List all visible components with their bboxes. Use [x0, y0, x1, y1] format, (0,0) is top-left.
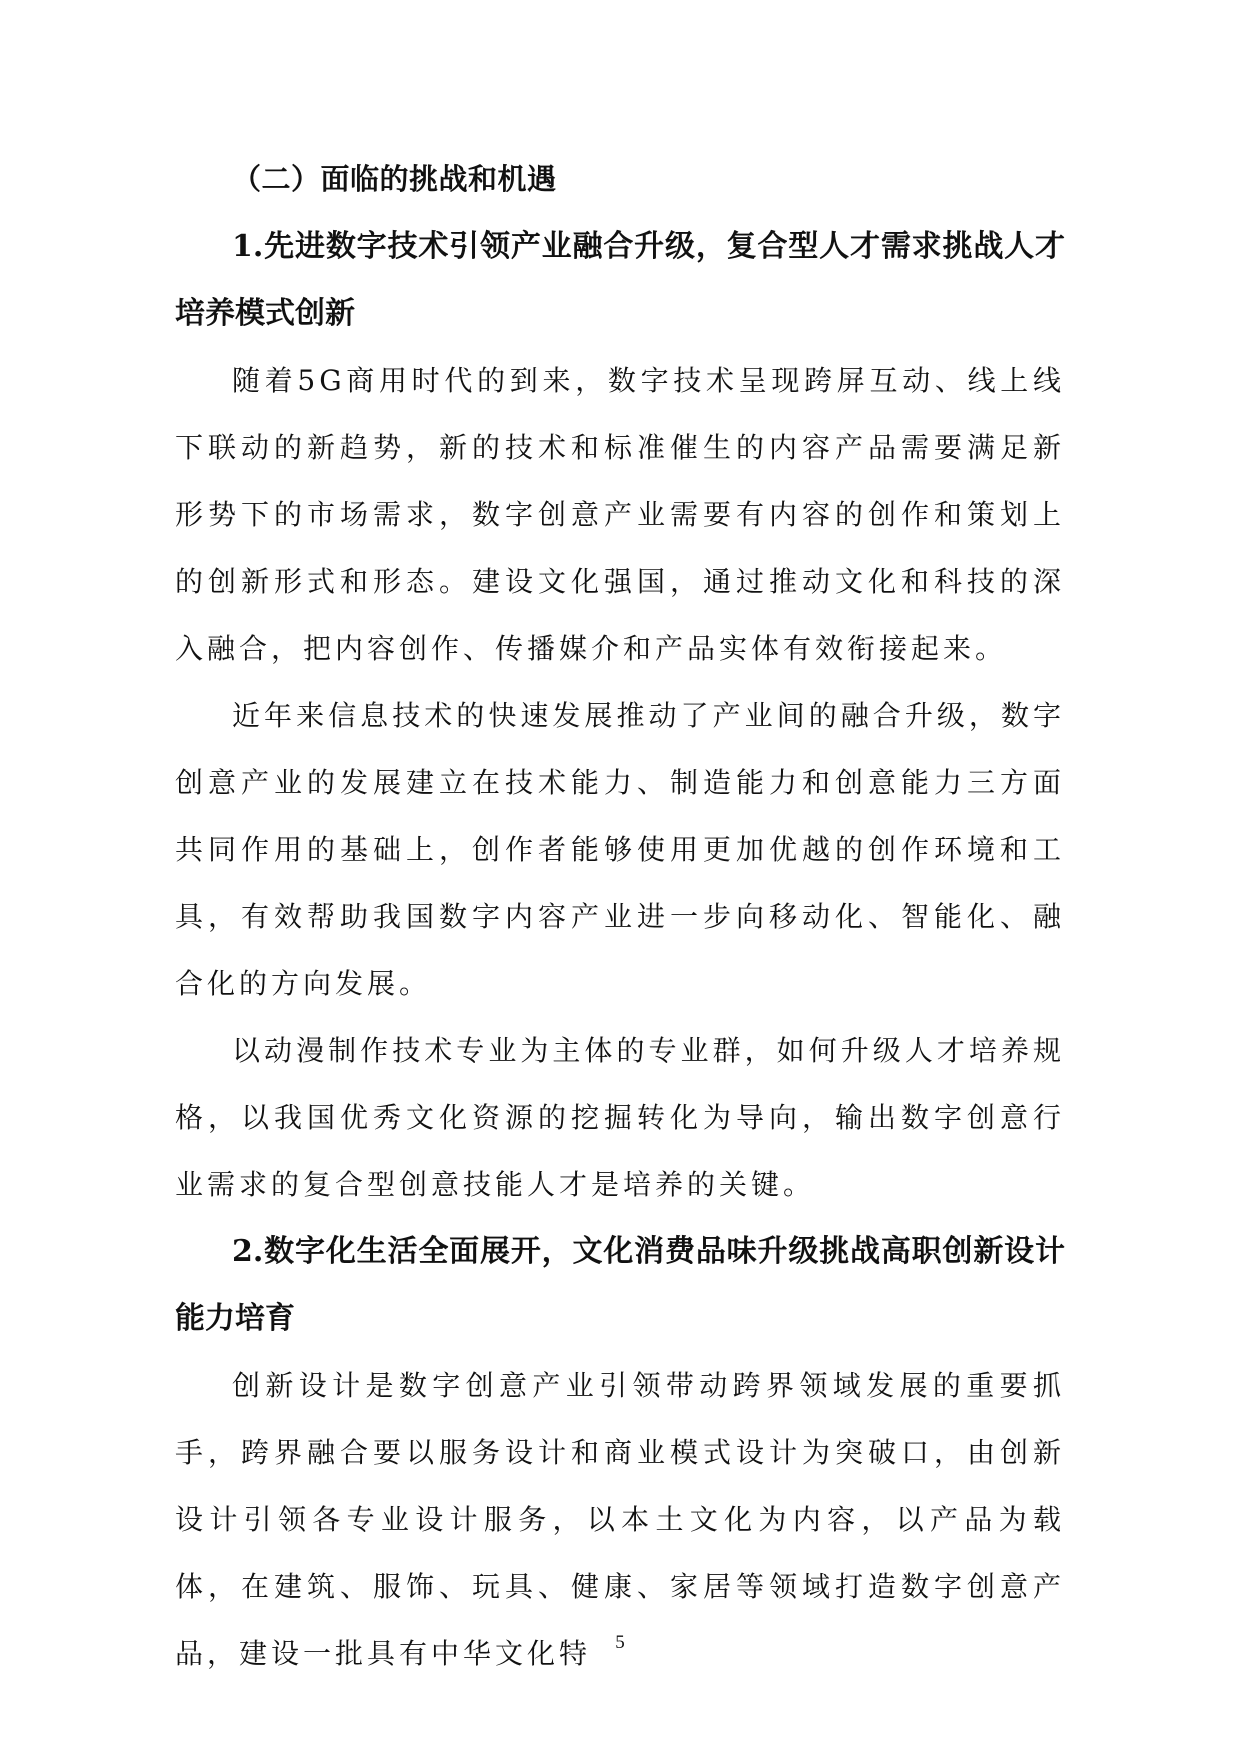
subheading-2: 2.数字化生活全面展开，文化消费品味升级挑战高职创新设计能力培育 [175, 1234, 1065, 1336]
section-heading: （二）面临的挑战和机遇 [232, 162, 557, 196]
paragraph: 近年来信息技术的快速发展推动了产业间的融合升级，数字创意产业的发展建立在技术能力、制造能力和创意能力三方面共同作用的基础上，创作者能够使用更加优越的创作环境和工具，有效帮助我国数字内容产业进一步向移动化、智能化、融合化的方向发展。 [175, 699, 1065, 1000]
page-number: 5 [615, 1632, 625, 1653]
subheading-1: 1.先进数字技术引领产业融合升级，复合型人才需求挑战人才培养模式创新 [175, 229, 1065, 331]
paragraph: 随着5G商用时代的到来，数字技术呈现跨屏互动、线上线下联动的新趋势，新的技术和标准催生的内容产品需要满足新形势下的市场需求，数字创意产业需要有内容的创作和策划上的创新形式和形态。建设文化强国，通过推动文化和科技的深入融合，把内容创作、传播媒介和产品实体有效衔接起来。 [175, 364, 1065, 665]
paragraph: 以动漫制作技术专业为主体的专业群，如何升级人才培养规格，以我国优秀文化资源的挖掘转化为导向，输出数字创意行业需求的复合型创意技能人才是培养的关键。 [175, 1034, 1065, 1201]
paragraph: 创新设计是数字创意产业引领带动跨界领域发展的重要抓手，跨界融合要以服务设计和商业模式设计为突破口，由创新设计引领各专业设计服务，以本土文化为内容，以产品为载体，在建筑、服饰、玩具、健康、家居等领域打造数字创意产品，建设一批具有中华文化特 [175, 1369, 1065, 1670]
page-content [175, 145, 1065, 1687]
